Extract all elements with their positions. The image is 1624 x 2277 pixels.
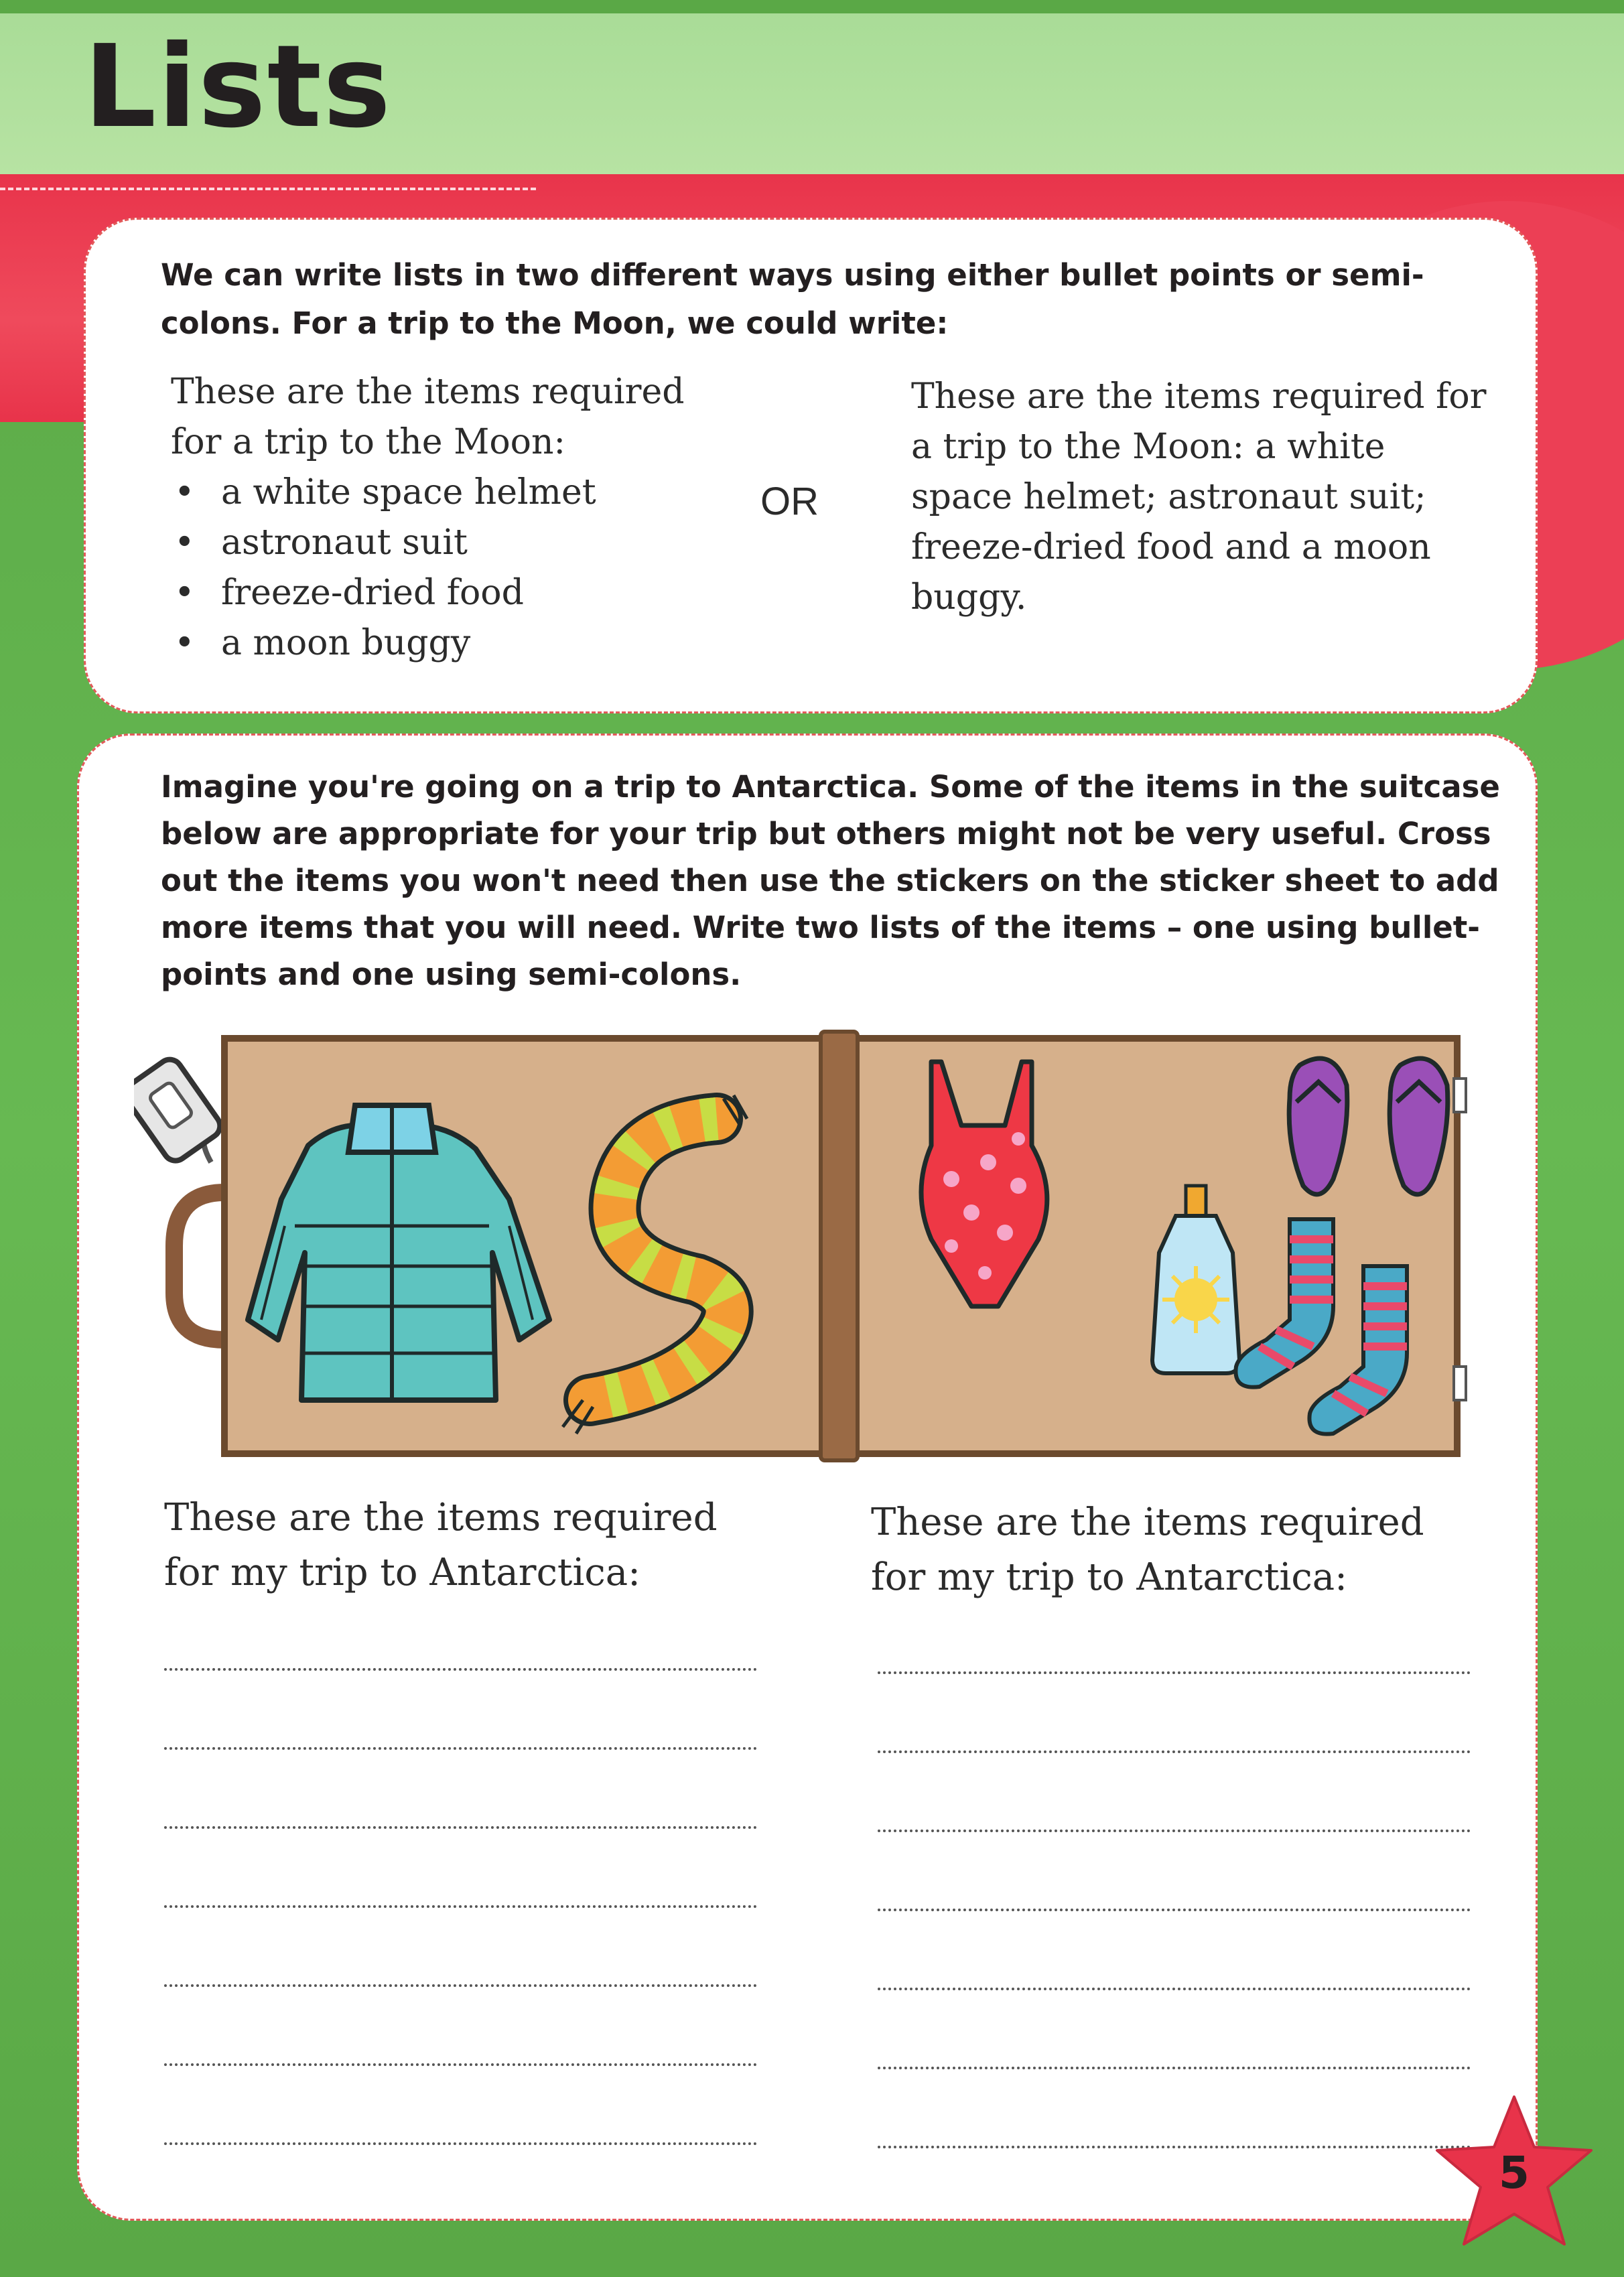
activity-instruction: Imagine you're going on a trip to Antarctica. Some of the items in the suitcase below are appropriate for your trip but others might not be very useful. Cross out the items you won't need then use the stickers on the sticker sheet to add more items that you will need. Write two lists of the items – one using bullet-points and one using semi-colons. [161,769,1500,992]
writing-line[interactable] [164,2063,757,2066]
writing-line[interactable] [164,1826,757,1829]
page-number: 5 [1499,2147,1530,2199]
bullet-item: • a moon buggy [171,618,774,669]
bullet-item: • freeze-dried food [171,568,774,618]
suitcase-illustration [134,1025,1474,1467]
right-list-heading: These are the items required for my trip to Antarctica: [871,1501,1424,1599]
bullet-item: • astronaut suit [171,518,774,568]
intro-instruction: We can write lists in two different ways using either bullet points or semi-colons. For a trip to the Moon, we could write: [161,257,1424,341]
left-list-heading: These are the items required for my trip to Antarctica: [164,1496,718,1594]
header-dashed-line [0,188,536,190]
writing-line[interactable] [164,1747,757,1750]
or-label: OR [760,480,819,523]
writing-line[interactable] [878,2067,1471,2069]
page-title: Lists [84,21,393,153]
bullet-example-heading-line2: for a trip to the Moon: [171,422,565,462]
suitcase-handle [174,1192,224,1340]
semicolon-example: These are the items required for a trip to the Moon: a white space helmet; astronaut suit; freeze-dried food and a moon buggy. [911,376,1487,618]
writing-line[interactable] [878,1750,1471,1753]
bullet-item: • a white space helmet [171,468,774,518]
suitcase-hinge [821,1032,858,1460]
bullet-list [171,468,774,669]
writing-line[interactable] [878,1909,1471,1911]
writing-line[interactable] [164,1905,757,1908]
writing-line[interactable] [164,2142,757,2145]
bullet-example [171,367,774,669]
writing-line[interactable] [878,1671,1471,1674]
writing-line[interactable] [878,1988,1471,1990]
writing-line[interactable] [164,1984,757,1987]
writing-line[interactable] [878,2146,1471,2148]
bullet-example-heading-line1: These are the items required [171,372,685,412]
writing-line[interactable] [878,1830,1471,1832]
writing-line[interactable] [164,1668,757,1671]
luggage-tag-icon [134,1055,224,1166]
